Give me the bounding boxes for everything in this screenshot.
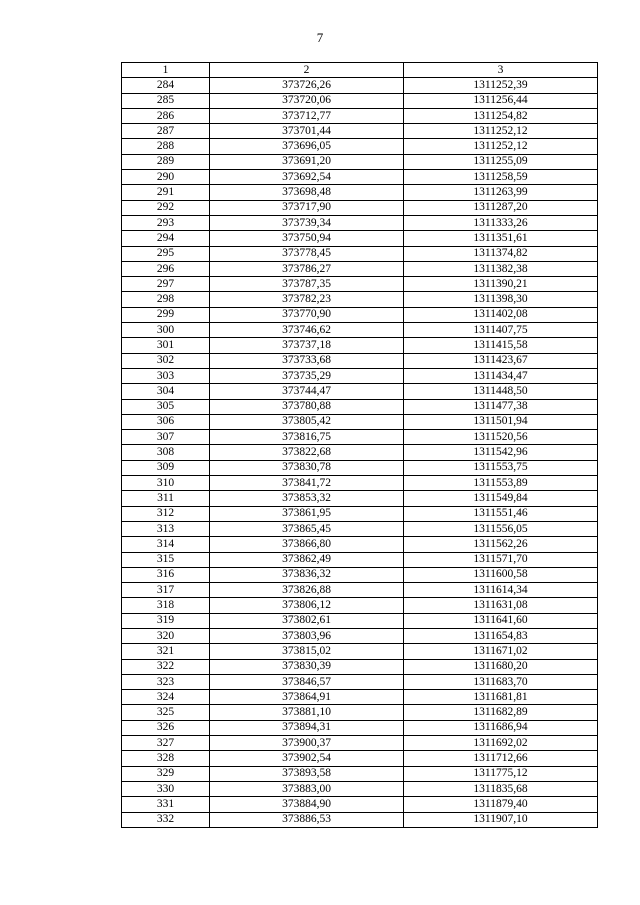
cell-point-number: 289 <box>122 154 210 169</box>
table-row <box>122 170 598 185</box>
table-row <box>122 766 598 781</box>
table-row <box>122 583 598 598</box>
cell-point-number: 314 <box>122 537 210 552</box>
cell-y-coordinate: 1311551,46 <box>404 506 598 521</box>
cell-point-number: 318 <box>122 598 210 613</box>
cell-x-coordinate: 373826,88 <box>210 583 404 598</box>
cell-y-coordinate: 1311263,99 <box>404 185 598 200</box>
table-row <box>122 736 598 751</box>
cell-y-coordinate: 1311562,26 <box>404 537 598 552</box>
cell-x-coordinate: 373770,90 <box>210 307 404 322</box>
cell-x-coordinate: 373893,58 <box>210 766 404 781</box>
cell-y-coordinate: 1311252,12 <box>404 139 598 154</box>
cell-point-number: 300 <box>122 323 210 338</box>
cell-x-coordinate: 373902,54 <box>210 751 404 766</box>
cell-y-coordinate: 1311654,83 <box>404 628 598 643</box>
cell-point-number: 320 <box>122 628 210 643</box>
cell-y-coordinate: 1311254,82 <box>404 108 598 123</box>
cell-point-number: 315 <box>122 552 210 567</box>
table-row <box>122 368 598 383</box>
cell-x-coordinate: 373739,34 <box>210 215 404 230</box>
cell-x-coordinate: 373786,27 <box>210 261 404 276</box>
cell-x-coordinate: 373862,49 <box>210 552 404 567</box>
table-row <box>122 659 598 674</box>
cell-x-coordinate: 373865,45 <box>210 521 404 536</box>
cell-x-coordinate: 373782,23 <box>210 292 404 307</box>
cell-x-coordinate: 373733,68 <box>210 353 404 368</box>
cell-point-number: 327 <box>122 736 210 751</box>
cell-x-coordinate: 373750,94 <box>210 231 404 246</box>
table-row <box>122 537 598 552</box>
cell-y-coordinate: 1311287,20 <box>404 200 598 215</box>
cell-point-number: 288 <box>122 139 210 154</box>
cell-x-coordinate: 373698,48 <box>210 185 404 200</box>
cell-y-coordinate: 1311553,75 <box>404 460 598 475</box>
cell-point-number: 303 <box>122 368 210 383</box>
cell-point-number: 329 <box>122 766 210 781</box>
table-row <box>122 690 598 705</box>
cell-point-number: 308 <box>122 445 210 460</box>
cell-point-number: 332 <box>122 812 210 827</box>
cell-x-coordinate: 373744,47 <box>210 384 404 399</box>
table-row <box>122 430 598 445</box>
table-row <box>122 720 598 735</box>
cell-y-coordinate: 1311255,09 <box>404 154 598 169</box>
cell-y-coordinate: 1311415,58 <box>404 338 598 353</box>
cell-y-coordinate: 1311402,08 <box>404 307 598 322</box>
cell-x-coordinate: 373846,57 <box>210 674 404 689</box>
table-header <box>122 63 598 78</box>
cell-point-number: 284 <box>122 78 210 93</box>
cell-y-coordinate: 1311351,61 <box>404 231 598 246</box>
cell-y-coordinate: 1311692,02 <box>404 736 598 751</box>
cell-y-coordinate: 1311448,50 <box>404 384 598 399</box>
table-row <box>122 414 598 429</box>
table-row <box>122 93 598 108</box>
cell-point-number: 294 <box>122 231 210 246</box>
cell-x-coordinate: 373841,72 <box>210 476 404 491</box>
cell-y-coordinate: 1311333,26 <box>404 215 598 230</box>
table-row <box>122 323 598 338</box>
cell-point-number: 326 <box>122 720 210 735</box>
cell-point-number: 305 <box>122 399 210 414</box>
table-row <box>122 384 598 399</box>
table-row <box>122 353 598 368</box>
cell-point-number: 319 <box>122 613 210 628</box>
cell-x-coordinate: 373884,90 <box>210 797 404 812</box>
cell-y-coordinate: 1311712,66 <box>404 751 598 766</box>
cell-point-number: 317 <box>122 583 210 598</box>
cell-y-coordinate: 1311256,44 <box>404 93 598 108</box>
cell-y-coordinate: 1311252,12 <box>404 124 598 139</box>
table-row <box>122 491 598 506</box>
table-row <box>122 674 598 689</box>
cell-x-coordinate: 373802,61 <box>210 613 404 628</box>
cell-x-coordinate: 373803,96 <box>210 628 404 643</box>
cell-x-coordinate: 373717,90 <box>210 200 404 215</box>
cell-x-coordinate: 373726,26 <box>210 78 404 93</box>
column-header-y: 3 <box>404 63 598 78</box>
cell-x-coordinate: 373816,75 <box>210 430 404 445</box>
cell-x-coordinate: 373735,29 <box>210 368 404 383</box>
cell-y-coordinate: 1311686,94 <box>404 720 598 735</box>
cell-x-coordinate: 373692,54 <box>210 170 404 185</box>
cell-point-number: 302 <box>122 353 210 368</box>
table-body <box>122 78 598 828</box>
cell-point-number: 322 <box>122 659 210 674</box>
cell-y-coordinate: 1311681,81 <box>404 690 598 705</box>
cell-x-coordinate: 373853,32 <box>210 491 404 506</box>
cell-y-coordinate: 1311390,21 <box>404 277 598 292</box>
table-row <box>122 613 598 628</box>
cell-x-coordinate: 373712,77 <box>210 108 404 123</box>
cell-point-number: 286 <box>122 108 210 123</box>
table-row <box>122 506 598 521</box>
table-row <box>122 200 598 215</box>
cell-x-coordinate: 373696,05 <box>210 139 404 154</box>
table-row <box>122 521 598 536</box>
cell-x-coordinate: 373894,31 <box>210 720 404 735</box>
cell-y-coordinate: 1311549,84 <box>404 491 598 506</box>
coordinates-table <box>121 62 598 828</box>
table-row <box>122 812 598 827</box>
table-row <box>122 797 598 812</box>
cell-y-coordinate: 1311641,60 <box>404 613 598 628</box>
cell-x-coordinate: 373830,39 <box>210 659 404 674</box>
column-header-point-number: 1 <box>122 63 210 78</box>
cell-x-coordinate: 373815,02 <box>210 644 404 659</box>
cell-point-number: 316 <box>122 567 210 582</box>
cell-x-coordinate: 373746,62 <box>210 323 404 338</box>
cell-y-coordinate: 1311258,59 <box>404 170 598 185</box>
cell-y-coordinate: 1311542,96 <box>404 445 598 460</box>
cell-y-coordinate: 1311252,39 <box>404 78 598 93</box>
table-row <box>122 108 598 123</box>
table-row <box>122 476 598 491</box>
cell-point-number: 328 <box>122 751 210 766</box>
cell-y-coordinate: 1311556,05 <box>404 521 598 536</box>
cell-y-coordinate: 1311407,75 <box>404 323 598 338</box>
table-row <box>122 399 598 414</box>
table-row <box>122 185 598 200</box>
cell-y-coordinate: 1311835,68 <box>404 781 598 796</box>
cell-point-number: 323 <box>122 674 210 689</box>
cell-y-coordinate: 1311614,34 <box>404 583 598 598</box>
cell-x-coordinate: 373737,18 <box>210 338 404 353</box>
cell-point-number: 321 <box>122 644 210 659</box>
cell-y-coordinate: 1311600,58 <box>404 567 598 582</box>
table-row <box>122 781 598 796</box>
cell-point-number: 330 <box>122 781 210 796</box>
table-row <box>122 460 598 475</box>
cell-y-coordinate: 1311520,56 <box>404 430 598 445</box>
table-row <box>122 78 598 93</box>
cell-x-coordinate: 373822,68 <box>210 445 404 460</box>
cell-y-coordinate: 1311477,38 <box>404 399 598 414</box>
cell-point-number: 304 <box>122 384 210 399</box>
cell-point-number: 325 <box>122 705 210 720</box>
cell-y-coordinate: 1311382,38 <box>404 261 598 276</box>
cell-x-coordinate: 373720,06 <box>210 93 404 108</box>
cell-point-number: 297 <box>122 277 210 292</box>
cell-x-coordinate: 373886,53 <box>210 812 404 827</box>
cell-x-coordinate: 373881,10 <box>210 705 404 720</box>
table-row <box>122 124 598 139</box>
cell-point-number: 299 <box>122 307 210 322</box>
cell-point-number: 306 <box>122 414 210 429</box>
cell-x-coordinate: 373900,37 <box>210 736 404 751</box>
table-row <box>122 445 598 460</box>
cell-y-coordinate: 1311631,08 <box>404 598 598 613</box>
cell-point-number: 312 <box>122 506 210 521</box>
table-row <box>122 292 598 307</box>
table-header-row <box>122 63 598 78</box>
cell-y-coordinate: 1311398,30 <box>404 292 598 307</box>
cell-x-coordinate: 373787,35 <box>210 277 404 292</box>
cell-point-number: 298 <box>122 292 210 307</box>
cell-point-number: 301 <box>122 338 210 353</box>
cell-point-number: 296 <box>122 261 210 276</box>
cell-y-coordinate: 1311907,10 <box>404 812 598 827</box>
cell-point-number: 324 <box>122 690 210 705</box>
page-number: 7 <box>316 30 324 45</box>
cell-point-number: 292 <box>122 200 210 215</box>
cell-y-coordinate: 1311879,40 <box>404 797 598 812</box>
table-row <box>122 307 598 322</box>
column-header-x: 2 <box>210 63 404 78</box>
cell-point-number: 307 <box>122 430 210 445</box>
cell-y-coordinate: 1311434,47 <box>404 368 598 383</box>
table-row <box>122 598 598 613</box>
table-row <box>122 628 598 643</box>
cell-point-number: 295 <box>122 246 210 261</box>
cell-x-coordinate: 373691,20 <box>210 154 404 169</box>
cell-y-coordinate: 1311671,02 <box>404 644 598 659</box>
table-row <box>122 277 598 292</box>
cell-x-coordinate: 373864,91 <box>210 690 404 705</box>
cell-y-coordinate: 1311682,89 <box>404 705 598 720</box>
table-row <box>122 338 598 353</box>
table-row <box>122 154 598 169</box>
cell-x-coordinate: 373778,45 <box>210 246 404 261</box>
cell-y-coordinate: 1311683,70 <box>404 674 598 689</box>
table-row <box>122 552 598 567</box>
cell-x-coordinate: 373861,95 <box>210 506 404 521</box>
cell-x-coordinate: 373805,42 <box>210 414 404 429</box>
cell-x-coordinate: 373806,12 <box>210 598 404 613</box>
cell-y-coordinate: 1311423,67 <box>404 353 598 368</box>
cell-point-number: 285 <box>122 93 210 108</box>
cell-point-number: 311 <box>122 491 210 506</box>
cell-point-number: 331 <box>122 797 210 812</box>
cell-x-coordinate: 373701,44 <box>210 124 404 139</box>
table-row <box>122 261 598 276</box>
table-row <box>122 751 598 766</box>
cell-x-coordinate: 373883,00 <box>210 781 404 796</box>
table-row <box>122 139 598 154</box>
cell-y-coordinate: 1311501,94 <box>404 414 598 429</box>
table-row <box>122 705 598 720</box>
cell-y-coordinate: 1311571,70 <box>404 552 598 567</box>
cell-point-number: 310 <box>122 476 210 491</box>
cell-point-number: 293 <box>122 215 210 230</box>
cell-point-number: 287 <box>122 124 210 139</box>
cell-y-coordinate: 1311680,20 <box>404 659 598 674</box>
cell-y-coordinate: 1311553,89 <box>404 476 598 491</box>
cell-x-coordinate: 373780,88 <box>210 399 404 414</box>
cell-y-coordinate: 1311374,82 <box>404 246 598 261</box>
table-row <box>122 215 598 230</box>
cell-point-number: 291 <box>122 185 210 200</box>
cell-x-coordinate: 373830,78 <box>210 460 404 475</box>
table-row <box>122 644 598 659</box>
cell-point-number: 290 <box>122 170 210 185</box>
cell-x-coordinate: 373836,32 <box>210 567 404 582</box>
cell-y-coordinate: 1311775,12 <box>404 766 598 781</box>
cell-point-number: 309 <box>122 460 210 475</box>
cell-point-number: 313 <box>122 521 210 536</box>
cell-x-coordinate: 373866,80 <box>210 537 404 552</box>
table-row <box>122 567 598 582</box>
table-row <box>122 246 598 261</box>
table-row <box>122 231 598 246</box>
